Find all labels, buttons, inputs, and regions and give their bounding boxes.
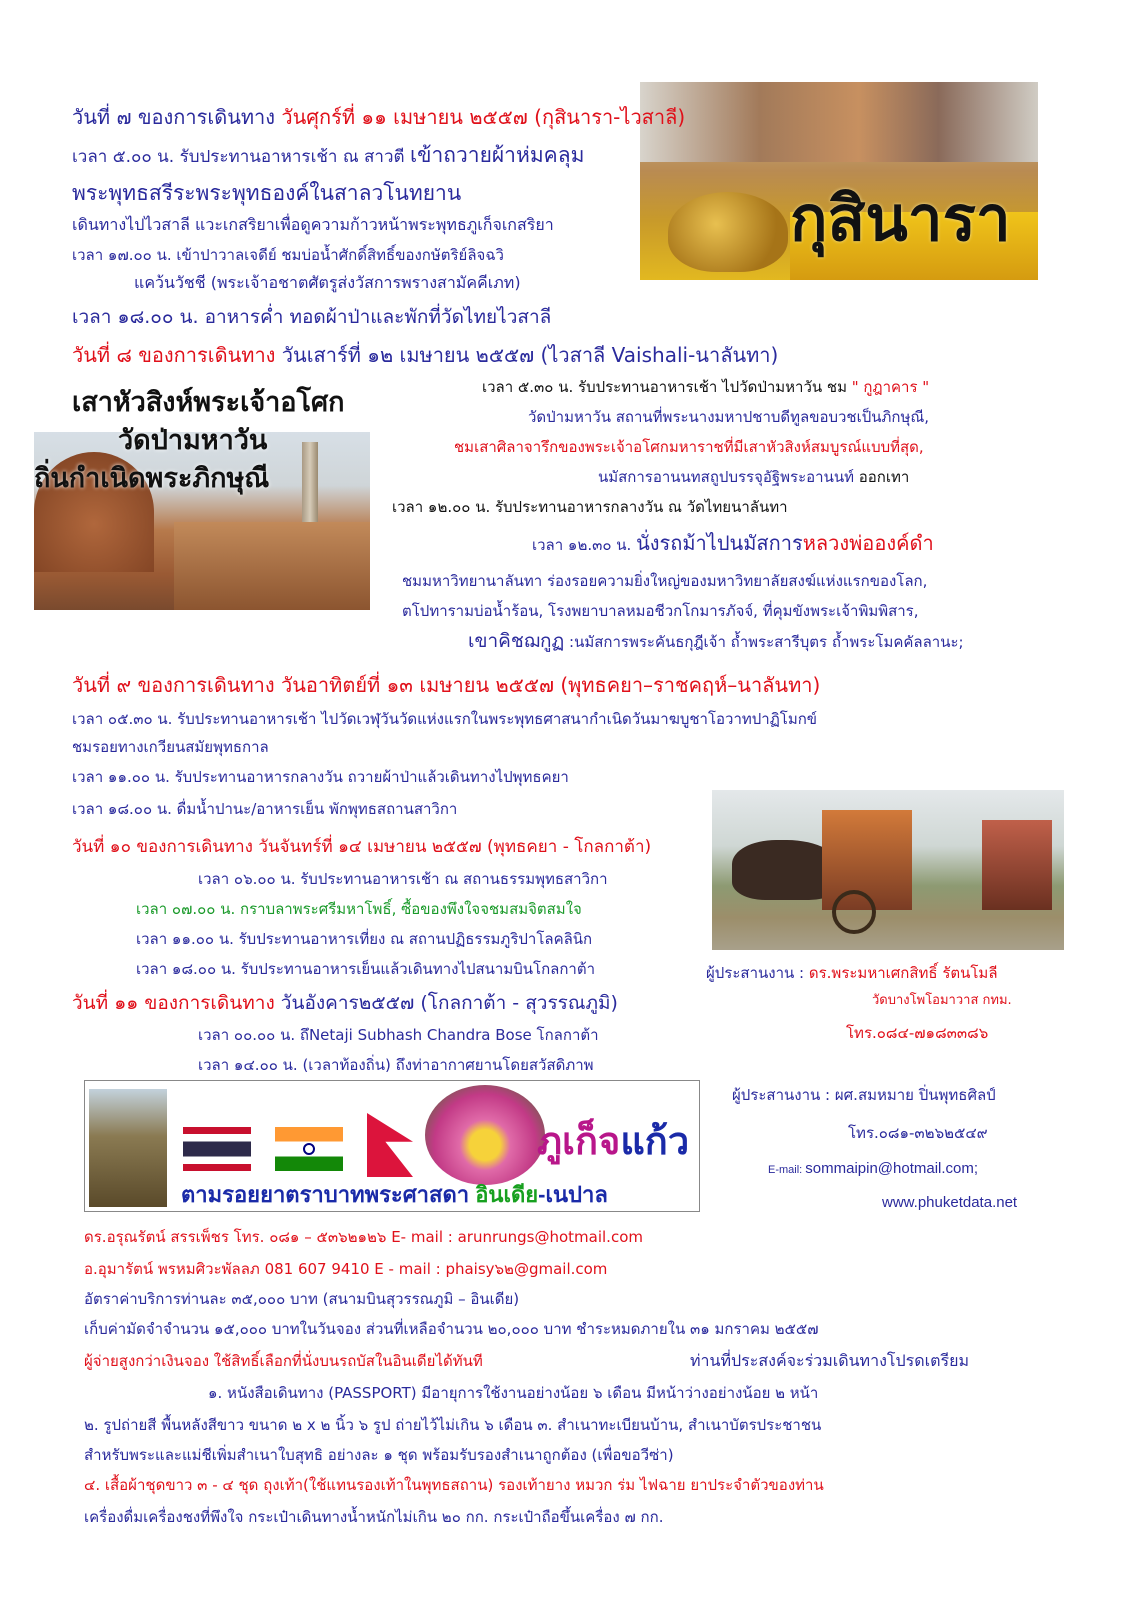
day9-line3: เวลา ๑๑.๐๐ น. รับประทานอาหารกลางวัน ถวายผ้าป่าแล้วเดินทางไปพุทธคยา — [72, 768, 569, 786]
vaishali-pillar-photo — [34, 432, 370, 610]
day11-title: วันที่ ๑๑ ของการเดินทาง วันอังคาร๒๕๕๗ (โกลกาต้า - สุวรรณภูมิ) — [72, 992, 618, 1014]
day10-line1: เวลา ๐๖.๐๐ น. รับประทานอาหารเช้า ณ สถานธรรมพุทธสาวิกา — [198, 870, 608, 888]
day9-line1: เวลา ๐๕.๓๐ น. รับประทานอาหารเช้า ไปวัดเวฬุวันวัดแห่งแรกในพระพุทธศาสนากำเนิดวันมาฆบูชาโอวาทปาฏิโมกข์ — [72, 710, 818, 728]
day9-line2: ชมรอยทางเกวียนสมัยพุทธกาล — [72, 738, 269, 756]
banner-title: ภูเก็จแก้ว — [537, 1121, 690, 1163]
nepal-flag-icon — [367, 1113, 413, 1177]
day8-line5: เวลา ๑๒.๐๐ น. รับประทานอาหารกลางวัน ณ วัดไทยนาลันทา — [392, 498, 788, 516]
coordinator2-email-link[interactable]: sommaipin@hotmail.com; — [805, 1160, 979, 1177]
day9-line4: เวลา ๑๘.๐๐ น. ดื่มน้ำปานะ/อาหารเย็น พักพุทธสถานสาวิกา — [72, 800, 458, 818]
vaishali-caption-1: เสาหัวสิงห์พระเจ้าอโศก — [72, 387, 345, 417]
india-flag-icon — [275, 1127, 343, 1171]
day10-title: วันที่ ๑๐ ของการเดินทาง วันจันทร์ที่ ๑๔ เมษายน ๒๕๕๗ (พุทธคยา - โกลกาต้า) — [72, 837, 652, 857]
day7-line5: แคว้นวัชชี (พระเจ้าอชาตศัตรูส่งวัสการพรางสามัคคีเภท) — [134, 273, 521, 292]
coordinator1-temple: วัดบางโพโอมาวาส กทม. — [872, 993, 1012, 1008]
coordinator2-phone: โทร.๐๘๑-๓๒๖๒๕๔๙ — [848, 1124, 988, 1142]
day7-line3: เดินทางไปไวสาลี แวะเกสริยาเพื่อดูความก้าวหน้าพระพุทธภูเก็จเกสริยา — [72, 215, 554, 234]
banner-subtitle: ตามรอยยาตราบาทพระศาสดา อินเดีย-เนปาล — [181, 1182, 608, 1207]
coordinator2-email: E-mail: sommaipin@hotmail.com; — [768, 1160, 979, 1177]
day11-line2: เวลา ๑๔.๐๐ น. (เวลาท้องถิ่น) ถึงท่าอากาศยานโดยสวัสดิภาพ — [198, 1056, 594, 1074]
day8-line3: ชมเสาศิลาจารึกของพระเจ้าอโศกมหาราชที่มีเสาหัวสิงห์สมบูรณ์แบบที่สุด, — [454, 438, 924, 456]
footer-line9: ๔. เสื้อผ้าชุดขาว ๓ - ๔ ชุด ถุงเท้า(ใช้แทนรองเท้าในพุทธสถาน) รองเท้ายาง หมวก ร่ม ไฟฉาย ยาประจำตัวของท่าน — [84, 1476, 824, 1494]
footer-line2: อ.อุมารัตน์ พรหมศิวะพัลลภ 081 607 9410 E - mail : phaisy๖๒@gmail.com — [84, 1260, 608, 1278]
lotus-icon — [425, 1085, 545, 1185]
day10-line2: เวลา ๐๗.๐๐ น. กราบลาพระศรีมหาโพธิ์, ซื้อของพึงใจจชมสมจิตสมใจ — [136, 900, 582, 918]
day8-line1: เวลา ๕.๓๐ น. รับประทานอาหารเช้า ไปวัดป่ามหาวัน ชม " กูฎาคาร " — [482, 378, 930, 396]
day8-line7: ชมมหาวิทยานาลันทา ร่องรอยความยิ่งใหญ่ของมหาวิทยาลัยสงฆ์แห่งแรกของโลก, — [402, 572, 928, 590]
footer-line3: อัตราค่าบริการท่านละ ๓๕,๐๐๐ บาท (สนามบินสุวรรณภูมิ – อินเดีย) — [84, 1290, 520, 1308]
day9-title: วันที่ ๙ ของการเดินทาง วันอาทิตย์ที่ ๑๓ เมษายน ๒๕๕๗ (พุทธคยา–ราชคฤห์–นาลันทา) — [72, 673, 821, 697]
coordinator2-line: ผู้ประสานงาน : ผศ.สมหมาย ปิ่นพุทธศิลป์ — [732, 1086, 996, 1104]
thailand-flag-icon — [183, 1127, 251, 1171]
day11-line1: เวลา ๐๐.๐๐ น. ถึNetaji Subhash Chandra Bose โกลกาต้า — [198, 1026, 599, 1044]
footer-line4: เก็บค่ามัดจำจำนวน ๑๕,๐๐๐ บาทในวันจอง ส่วนที่เหลือจำนวน ๒๐,๐๐๐ บาท ชำระหมดภายใน ๓๑ มกราคม ๒๕๕๗ — [84, 1320, 819, 1338]
vaishali-caption-2: วัดป่ามหาวัน — [118, 425, 268, 455]
vaishali-caption-3: ถิ่นกำเนิดพระภิกษุณี — [34, 463, 270, 493]
footer-line7: ๒. รูปถ่ายสี พื้นหลังสีขาว ขนาด ๒ x ๒ นิ้ว ๖ รูป ถ่ายไว้ไม่เกิน ๖ เดือน ๓. สำเนาทะเบียนบ้าน, สำเนาบัตรประชาชน — [84, 1416, 822, 1434]
day7-line6: เวลา ๑๘.๐๐ น. อาหารค่ำ ทอดผ้าป่าและพักที่วัดไทยไวสาลี — [72, 306, 552, 328]
day7-line1: เวลา ๕.๐๐ น. รับประทานอาหารเช้า ณ สาวตี เข้าถวายผ้าห่มคลุม — [72, 143, 585, 167]
day8-title: วันที่ ๘ ของการเดินทาง วันเสาร์ที่ ๑๒ เมษายน ๒๕๕๗ (ไวสาลี Vaishali-นาลันทา) — [72, 343, 779, 367]
day7-line4: เวลา ๑๗.๐๐ น. เข้าปาวาลเจดีย์ ชมบ่อน้ำศักดิ์สิทธิ์ของกษัตริย์ลิจฉวิ — [72, 246, 504, 264]
kushinagar-photo — [640, 82, 1038, 280]
footer-line5b: ท่านที่ประสงค์จะร่วมเดินทางโปรดเตรียม — [690, 1351, 969, 1370]
day7-line2: พระพุทธสรีระพระพุทธองค์ในสาลวโนทยาน — [72, 181, 462, 205]
footer-line6: ๑. หนังสือเดินทาง (PASSPORT) มีอายุการใช้งานอย่างน้อย ๖ เดือน มีหน้าว่างอย่างน้อย ๒ หน้า — [208, 1384, 819, 1402]
footer-line8: สำหรับพระและแม่ชีเพิ่มสำเนาใบสุทธิ อย่างละ ๑ ชุด พร้อมรับรองสำเนาถูกต้อง (เพื่อขอวีซ่า) — [84, 1446, 674, 1464]
coordinator1-line: ผู้ประสานงาน : ดร.พระมหาเศกสิทธิ์ รัตนโมลี — [706, 964, 998, 982]
day8-line8: ตโปทารามบ่อน้ำร้อน, โรงพยาบาลหมอชีวกโกมารภัจจ์, ที่คุมขังพระเจ้าพิมพิสาร, — [402, 602, 919, 620]
day8-line2: วัดป่ามหาวัน สถานที่พระนางมหาปชาบดีทูลขอบวชเป็นภิกษุณี, — [528, 408, 930, 426]
footer-line1: ดร.อรุณรัตน์ สรรเพ็ชร โทร. ๐๘๑ – ๕๓๖๒๑๒๖ E- mail : arunrungs@hotmail.com — [84, 1228, 643, 1246]
coordinator1-phone: โทร.๐๘๔-๗๑๘๓๓๘๖ — [846, 1024, 989, 1042]
coordinator2-website[interactable]: www.phuketdata.net — [882, 1194, 1018, 1211]
day8-line4: นมัสการอานนทสถูปบรรจุอัฐิพระอานนท์ ออกเทา — [598, 468, 910, 486]
footer-line10: เครื่องดื่มเครื่องชงที่พึงใจ กระเป๋าเดินทางน้ำหนักไม่เกิน ๒๐ กก. กระเป๋าถือขึ้นเครื่อง ๗ กก. — [84, 1508, 664, 1526]
day7-title: วันที่ ๗ ของการเดินทาง วันศุกร์ที่ ๑๑ เมษายน ๒๕๕๗ (กุสินารา-ไวสาลี) — [72, 105, 686, 129]
day8-line6: เวลา ๑๒.๓๐ น. นั่งรถม้าไปนมัสการหลวงพ่อองค์ดำ — [532, 531, 934, 555]
day10-line4: เวลา ๑๘.๐๐ น. รับประทานอาหารเย็นแล้วเดินทางไปสนามบินโกลกาต้า — [136, 960, 596, 978]
kushinagar-caption: กุสินารา — [790, 185, 1011, 254]
footer-line5a: ผู้จ่ายสูงกว่าเงินจอง ใช้สิทธิ์เลือกที่นั่งบนรถบัสในอินเดียได้ทันที — [84, 1352, 483, 1370]
day10-line3: เวลา ๑๑.๐๐ น. รับประทานอาหารเที่ยง ณ สถานปฏิธรรมภูริปาโลคลินิก — [136, 930, 593, 948]
horse-cart-photo — [712, 790, 1064, 950]
tour-banner — [84, 1080, 700, 1212]
day8-line9: เขาคิชฌกูฏ :นมัสการพระคันธกุฎีเจ้า ถ้ำพระสารีบุตร ถ้ำพระโมคคัลลานะ; — [468, 630, 964, 652]
temple-icon — [89, 1089, 167, 1207]
